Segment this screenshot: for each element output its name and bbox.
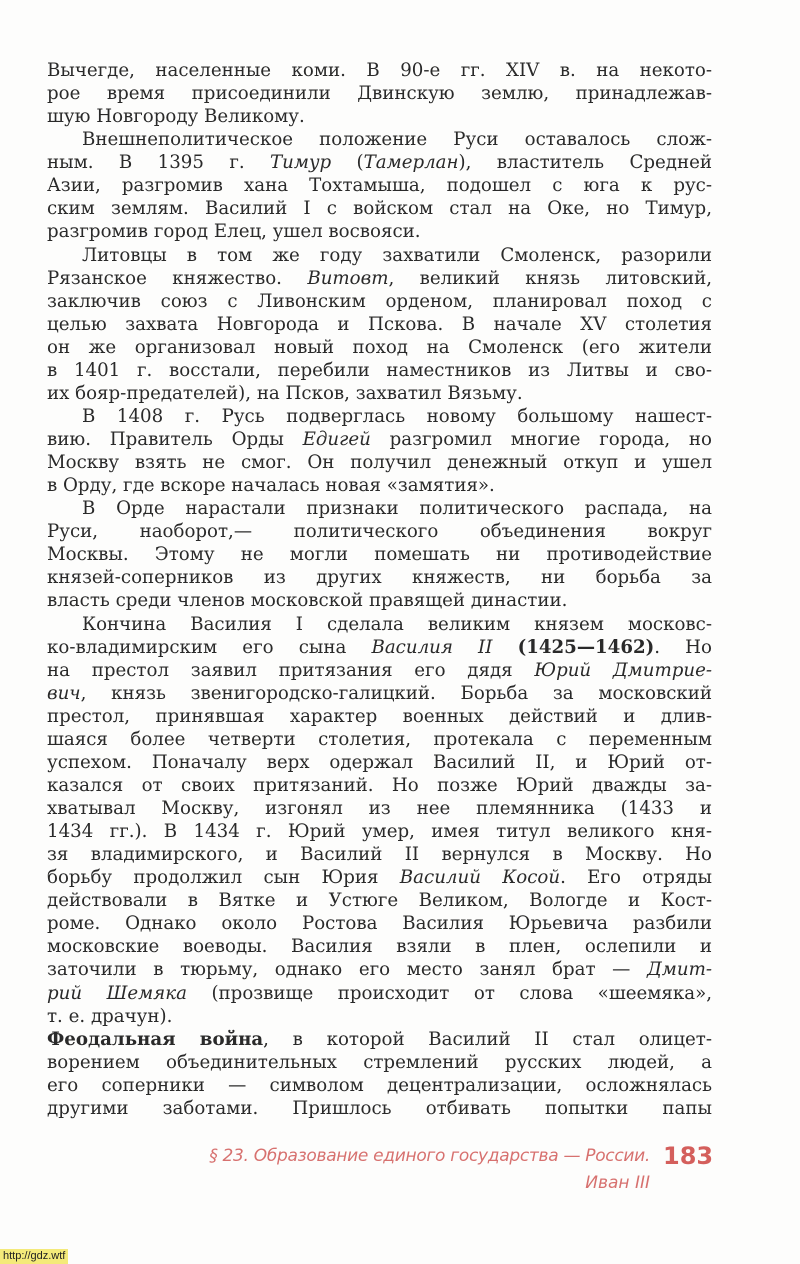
text-run: его соперники — символом децентрализации, осложнялась bbox=[47, 1074, 712, 1096]
italic-term: Василий Косой bbox=[399, 867, 561, 889]
text-line bbox=[47, 474, 712, 497]
text-line bbox=[47, 336, 712, 359]
text-line bbox=[47, 174, 712, 197]
bold-term: Феодальная война bbox=[47, 1028, 264, 1050]
text-line bbox=[47, 613, 712, 636]
text-line bbox=[47, 982, 712, 1005]
text-run: князей-соперников из других княжеств, ни борьба за bbox=[47, 567, 712, 589]
text-line bbox=[47, 820, 712, 843]
text-run: престол, принявшая характер военных действий и длив- bbox=[47, 705, 712, 727]
bold-term: (1425—1462) bbox=[517, 636, 655, 658]
text-line bbox=[47, 451, 712, 474]
text-run: борьбу продолжил сын Юрия bbox=[47, 867, 400, 889]
text-line bbox=[47, 520, 712, 543]
text-run: 1434 гг.). В 1434 г. Юрий умер, имея титул великого кня- bbox=[47, 821, 712, 843]
text-line bbox=[47, 958, 712, 981]
text-line bbox=[47, 636, 712, 659]
text-run: шаяся более четверти столетия, протекала с переменным bbox=[47, 728, 712, 750]
text-line bbox=[47, 151, 712, 174]
text-run: Руси, наоборот,— политического объединения вокруг bbox=[47, 521, 712, 543]
text-line bbox=[47, 774, 712, 797]
text-line bbox=[47, 128, 712, 151]
text-run: казался от своих притязаний. Но позже Юрий дважды за- bbox=[47, 774, 712, 796]
text-line bbox=[47, 682, 712, 705]
text-run: Азии, разгромив хана Тохтамыша, подошел с юга к рус- bbox=[47, 175, 712, 197]
text-run: шую Новгороду Великому. bbox=[47, 106, 305, 128]
text-line bbox=[47, 728, 712, 751]
text-run: успехом. Поначалу верх одержал Василий II, и Юрий от- bbox=[47, 751, 712, 773]
text-run bbox=[492, 637, 517, 658]
text-run: ( bbox=[331, 152, 364, 174]
text-line bbox=[47, 290, 712, 313]
text-run: роме. Однако около Ростова Василия Юрьевича разбили bbox=[47, 913, 712, 935]
text-line bbox=[47, 1097, 712, 1120]
text-line bbox=[47, 197, 712, 220]
text-run: разгромив город Елец, ушел восвояси. bbox=[47, 221, 421, 243]
text-line bbox=[47, 497, 712, 520]
text-run: , великий князь литовский, bbox=[388, 267, 712, 289]
italic-term: вич bbox=[47, 682, 81, 704]
text-run: Рязанское княжество. bbox=[47, 267, 308, 289]
text-line bbox=[47, 220, 712, 243]
text-run: т. е. драчун). bbox=[47, 1005, 173, 1027]
text-run: власть среди членов московской правящей династии. bbox=[47, 590, 568, 612]
italic-term: рий Шемяка bbox=[47, 982, 187, 1004]
text-line bbox=[47, 82, 712, 105]
text-run: в 1401 г. восстали, перебили наместников из Литвы и сво- bbox=[47, 359, 712, 381]
text-run: , в которой Василий II стал олицет- bbox=[263, 1028, 712, 1050]
text-run: действовали в Вятке и Устюге Великом, Вологде и Кост- bbox=[47, 890, 712, 912]
text-run: В Орде нарастали признаки политического распада, на bbox=[82, 498, 712, 520]
text-line bbox=[47, 797, 712, 820]
text-line bbox=[47, 566, 712, 589]
text-run: , князь звенигородско-галицкий. Борьба за московский bbox=[80, 682, 712, 704]
text-line bbox=[47, 382, 712, 405]
text-run: их бояр-предателей), на Псков, захватил Вязьму. bbox=[47, 382, 523, 404]
text-line bbox=[47, 843, 712, 866]
italic-term: Витовт bbox=[307, 267, 389, 289]
watermark-link[interactable]: http://gdz.wtf bbox=[0, 1249, 68, 1264]
text-run: разгромил многие города, но bbox=[370, 429, 712, 450]
text-line bbox=[47, 105, 712, 128]
italic-term: Тамерлан bbox=[363, 152, 459, 174]
text-line bbox=[47, 589, 712, 612]
text-line bbox=[47, 428, 712, 451]
text-run: московские воеводы. Василия взяли в плен, ослепили и bbox=[47, 936, 712, 958]
italic-term: Юрий Дмитрие- bbox=[534, 659, 712, 681]
body-text bbox=[47, 59, 712, 1120]
text-line bbox=[47, 889, 712, 912]
text-run: ским землям. Василий I с войском стал на Оке, но Тимур, bbox=[47, 198, 712, 220]
text-run: зя владимирского, и Василий II вернулся в Москву. Но bbox=[47, 844, 712, 866]
text-line bbox=[47, 659, 712, 682]
text-line bbox=[47, 1051, 712, 1074]
running-footer-subtitle: Иван III bbox=[585, 1173, 650, 1193]
italic-term: Василия II bbox=[371, 636, 493, 658]
text-run: ным. В 1395 г. bbox=[47, 152, 271, 174]
text-line bbox=[47, 935, 712, 958]
text-line bbox=[47, 1074, 712, 1097]
text-line bbox=[47, 1005, 712, 1028]
text-run: заключив союз с Ливонским орденом, планировал поход с bbox=[47, 290, 712, 312]
text-run: заточили в тюрьму, однако его место занял брат — bbox=[47, 959, 648, 981]
text-line bbox=[47, 359, 712, 382]
text-line bbox=[47, 59, 712, 82]
text-run: . Но bbox=[654, 636, 712, 658]
text-line bbox=[47, 912, 712, 935]
page-number: 183 bbox=[663, 1142, 714, 1170]
text-run: ворением объединительных стремлений русских людей, а bbox=[47, 1051, 712, 1073]
text-run: В 1408 г. Русь подверглась новому большому нашест- bbox=[82, 405, 712, 427]
text-run: Кончина Василия I сделала великим князем московс- bbox=[82, 613, 712, 635]
text-run: вию. Правитель Орды bbox=[47, 429, 303, 450]
text-line bbox=[47, 267, 712, 290]
text-run: Вычегде, населенные коми. В 90-е гг. XIV в. на некото- bbox=[47, 60, 712, 81]
italic-term: Тимур bbox=[270, 152, 332, 174]
text-run: Литовцы в том же году захватили Смоленск, разорили bbox=[82, 244, 712, 266]
text-run: целью захвата Новгорода и Пскова. В начале XV столетия bbox=[47, 313, 712, 335]
text-run: Москву взять не смог. Он получил денежный откуп и ушел bbox=[47, 452, 712, 474]
text-line bbox=[47, 244, 712, 267]
text-run: (прозвище происходит от слова «шеемяка», bbox=[186, 982, 712, 1004]
text-line bbox=[47, 313, 712, 336]
text-run: ко-владимирским его сына bbox=[47, 636, 372, 658]
text-run: рое время присоединили Двинскую землю, принадлежав- bbox=[47, 83, 712, 105]
text-run: Москвы. Этому не могли помешать ни противодействие bbox=[47, 544, 712, 566]
text-line bbox=[47, 405, 712, 428]
italic-term: Едигей bbox=[302, 429, 371, 450]
text-line bbox=[47, 705, 712, 728]
text-run: Внешнеполитическое положение Руси оставалось слож- bbox=[82, 129, 712, 151]
running-footer-title: § 23. Образование единого государства — России. bbox=[209, 1146, 650, 1166]
text-line bbox=[47, 751, 712, 774]
text-run: . Его отряды bbox=[560, 867, 712, 889]
text-line bbox=[47, 1028, 712, 1051]
text-line bbox=[47, 866, 712, 889]
text-run: хватывал Москву, изгонял из нее племянника (1433 и bbox=[47, 798, 712, 819]
text-run: на престол заявил притязания его дядя bbox=[47, 659, 535, 681]
text-run: он же организовал новый поход на Смоленск (его жители bbox=[47, 336, 712, 358]
text-run: ), властитель Средней bbox=[458, 152, 712, 174]
text-run: другими заботами. Пришлось отбивать попытки папы bbox=[47, 1097, 712, 1119]
text-line bbox=[47, 543, 712, 566]
italic-term: Дмит- bbox=[647, 959, 712, 981]
text-run: в Орду, где вскоре началась новая «замятия». bbox=[47, 475, 495, 497]
